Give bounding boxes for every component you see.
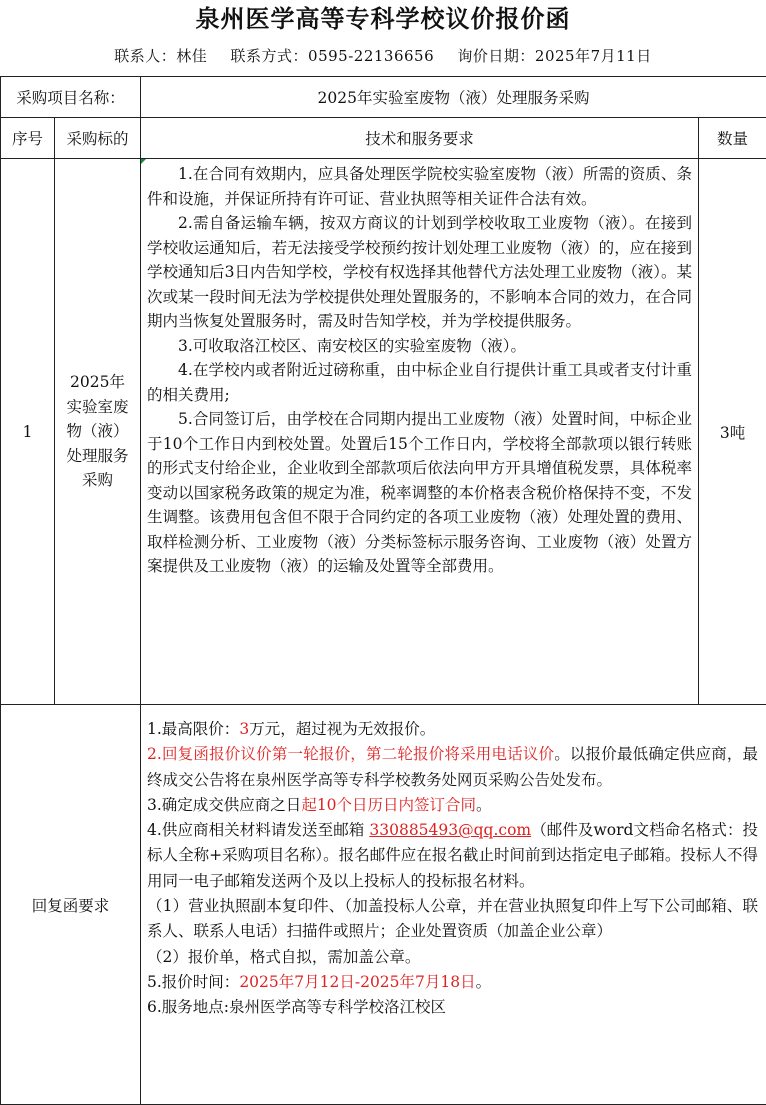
col-header-subject: 采购标的	[55, 118, 141, 159]
contact-person: 联系人：林佳	[114, 47, 208, 65]
table-row	[1, 159, 766, 705]
reply-item-4: 4.供应商相关材料请发送至邮箱 330885493@qq.com（邮件及word文档命名格式：投标人全称+采购项目名称）。报名邮件应在报名截止时间前到达指定电子邮箱。投标人不得用同一电子邮箱发送两个及以上投标人的投标报名材料。	[147, 821, 759, 890]
row-index: 1	[1, 159, 55, 705]
requirement-item-4: 4.在学校内或者附近过磅称重，由中标企业自行提供计重工具或者支付计重的相关费用;	[147, 361, 693, 404]
contact-phone: 联系方式：0595-22136656	[230, 47, 435, 65]
column-header-row	[1, 118, 766, 159]
reply-label: 回复函要求	[1, 705, 141, 1105]
contact-line	[0, 38, 766, 74]
requirement-item-1: 1.在合同有效期内，应具备处理医学院校实验室废物（液）所需的资质、条件和设施，并保证所持有许可证、营业执照等相关证件合法有效。	[147, 165, 693, 208]
reply-item-4-sub-2: （2）报价单，格式自拟，需加盖公章。	[147, 947, 421, 966]
reply-row	[1, 705, 766, 1105]
inquiry-date: 询价日期：2025年7月11日	[457, 47, 652, 65]
quotation-table	[0, 76, 766, 1105]
reply-item-5: 5.报价时间：2025年7月12日-2025年7月18日。	[147, 972, 492, 991]
requirement-item-2: 2.需自备运输车辆，按双方商议的计划到学校收取工业废物（液）。在接到学校收运通知后，若无法接受学校预约按计划处理工业废物（液）的，应在接到学校通知后3日内告知学校，学校有权选择其他替代方法处理工业废物（液）。某次或某一段时间无法为学校提供处理处置服务的，不影响本合同的效力，在合同期内当恢复处置服务时，需及时告知学校，并为学校提供服务。	[147, 214, 693, 330]
reply-item-2: 2.回复函报价议价第一轮报价，第二轮报价将采用电话议价。以报价最低确定供应商，最终成交公告将在泉州医学高等专科学校教务处网页采购公告处发布。	[147, 745, 759, 789]
document-title: 泉州医学高等专科学校议价报价函	[195, 4, 571, 33]
project-row	[1, 77, 766, 118]
col-header-quantity: 数量	[699, 118, 766, 159]
requirement-item-3: 3.可收取洛江校区、南安校区的实验室废物（液）。	[178, 336, 527, 355]
cell-comment-marker	[141, 159, 146, 164]
row-quantity: 3吨	[699, 159, 766, 705]
reply-requirements	[141, 705, 766, 1105]
reply-item-6: 6.服务地点:泉州医学高等专科学校洛江校区	[147, 998, 447, 1017]
col-header-requirements: 技术和服务要求	[141, 118, 699, 159]
col-header-index: 序号	[1, 118, 55, 159]
reply-item-3: 3.确定成交供应商之日起10个日历日内签订合同。	[147, 795, 492, 814]
reply-item-1: 1.最高限价：3万元，超过视为无效报价。	[147, 720, 436, 738]
project-name-label: 采购项目名称：	[1, 77, 141, 118]
project-name: 2025年实验室废物（液）处理服务采购	[141, 77, 766, 118]
requirement-item-5: 5.合同签订后，由学校在合同期内提出工业废物（液）处置时间，中标企业于10个工作日内到校处置。处置后15个工作日内，学校将全部款项以银行转账的形式支付给企业，企业收到全部款项后依法向甲方开具增值税发票，具体税率变动以国家税务政策的规定为准，税率调整的本价格表含税价格保持不变，不发生调整。该费用包含但不限于合同约定的各项工业废物（液）处理处置的费用、取样检测分析、工业废物（液）分类标签标示服务咨询、工业废物（液）处置方案提供及工业废物（液）的运输及处置等全部费用。	[147, 410, 693, 575]
reply-item-4-sub-1: （1）营业执照副本复印件、（加盖投标人公章，并在营业执照复印件上写下公司邮箱、联系人、联系人电话）扫描件或照片；企业处置资质（加盖企业公章）	[147, 897, 759, 941]
row-requirements	[141, 159, 699, 705]
row-subject: 2025年实验室废物（液）处理服务采购	[55, 159, 141, 705]
price-cap-amount: 3	[239, 720, 250, 738]
email-link[interactable]: 330885493@qq.com	[369, 821, 532, 840]
